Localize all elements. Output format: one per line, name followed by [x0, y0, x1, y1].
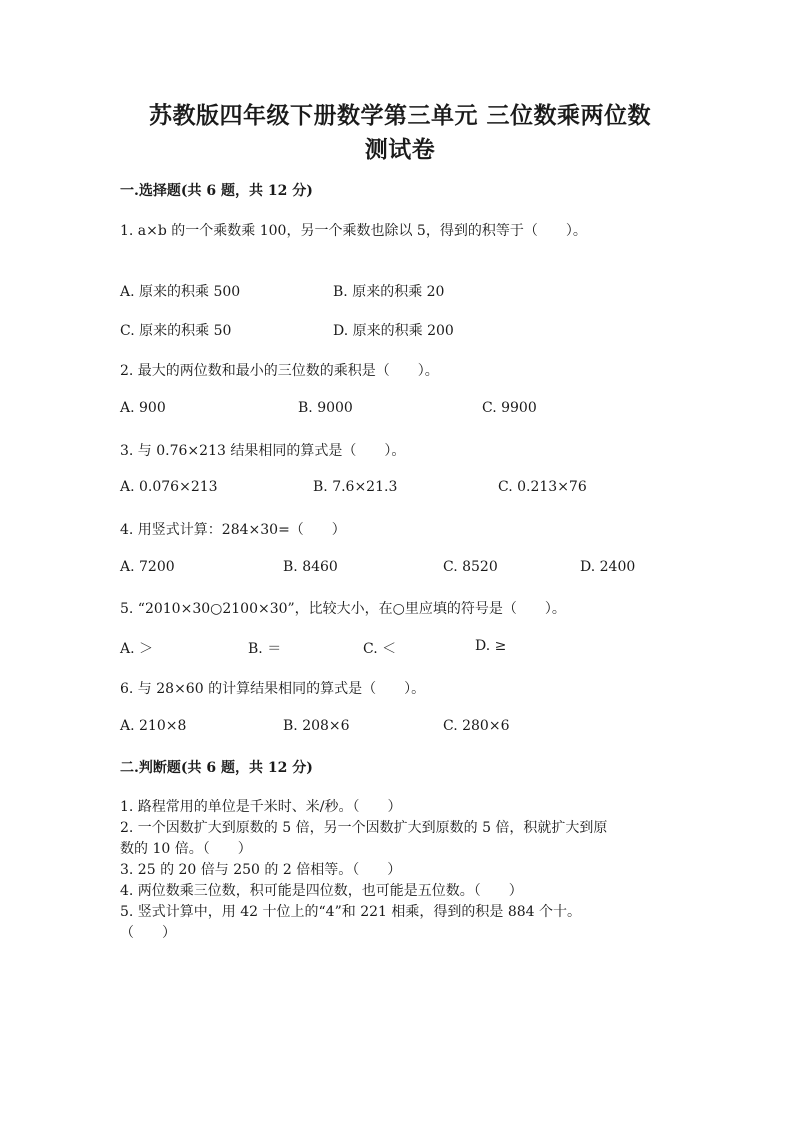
- question-3-option-b: B. 7.6×21.3: [313, 479, 398, 495]
- question-6-option-a: A. 210×8: [120, 718, 187, 734]
- judgement-line-2: 2. 一个因数扩大到原数的 5 倍，另一个因数扩大到原数的 5 倍，积就扩大到原: [120, 820, 608, 836]
- question-4-stem: 4. 用竖式计算：284×30=（ ）: [120, 522, 346, 538]
- question-4-option-b: B. 8460: [283, 559, 338, 575]
- judgement-line-5: 4. 两位数乘三位数，积可能是四位数，也可能是五位数。（ ）: [120, 883, 523, 899]
- question-1-option-a: A. 原来的积乘 500: [120, 284, 241, 300]
- question-6-stem: 6. 与 28×60 的计算结果相同的算式是（ ）。: [120, 681, 426, 697]
- question-5-stem: 5. “2010×30○2100×30”，比较大小，在○里应填的符号是（ ）。: [120, 601, 566, 617]
- judgement-line-3: 数的 10 倍。（ ）: [120, 841, 252, 857]
- question-5-option-a: A. ＞: [120, 641, 154, 657]
- question-5-option-d: D. ≥: [475, 638, 507, 654]
- question-1-option-d: D. 原来的积乘 200: [333, 323, 454, 339]
- page-title-line-2: 测试卷: [364, 136, 436, 163]
- judgement-line-6: 5. 竖式计算中，用 42 十位上的“4”和 221 相乘，得到的积是 884 个十。: [120, 904, 581, 920]
- question-1-option-c: C. 原来的积乘 50: [120, 323, 232, 339]
- question-3-option-c: C. 0.213×76: [498, 479, 587, 495]
- question-6-option-b: B. 208×6: [283, 718, 350, 734]
- question-2-stem: 2. 最大的两位数和最小的三位数的乘积是（ ）。: [120, 363, 439, 379]
- question-1-option-b: B. 原来的积乘 20: [333, 284, 445, 300]
- page-title-line-1: 苏教版四年级下册数学第三单元 三位数乘两位数: [148, 102, 651, 129]
- question-4-option-d: D. 2400: [580, 559, 636, 575]
- question-1-stem: 1. a×b 的一个乘数乘 100，另一个乘数也除以 5，得到的积等于（ ）。: [120, 223, 587, 239]
- question-2-option-a: A. 900: [120, 400, 166, 416]
- question-4-option-c: C. 8520: [443, 559, 498, 575]
- question-5-option-c: C. ＜: [363, 641, 397, 657]
- question-4-option-a: A. 7200: [120, 559, 175, 575]
- question-2-option-c: C. 9900: [482, 400, 537, 416]
- question-2-option-b: B. 9000: [298, 400, 353, 416]
- question-3-stem: 3. 与 0.76×213 结果相同的算式是（ ）。: [120, 443, 406, 459]
- judgement-line-1: 1. 路程常用的单位是千米时、米/秒。（ ）: [120, 799, 402, 815]
- question-5-option-b: B. ＝: [248, 641, 282, 657]
- judgement-line-4: 3. 25 的 20 倍与 250 的 2 倍相等。（ ）: [120, 862, 402, 878]
- judgement-line-7: （ ）: [120, 925, 176, 941]
- question-3-option-a: A. 0.076×213: [120, 479, 218, 495]
- section-heading-choice: 一.选择题(共 6 题，共 12 分): [120, 183, 313, 199]
- section-heading-judgement: 二.判断题(共 6 题，共 12 分): [120, 760, 313, 776]
- question-6-option-c: C. 280×6: [443, 718, 510, 734]
